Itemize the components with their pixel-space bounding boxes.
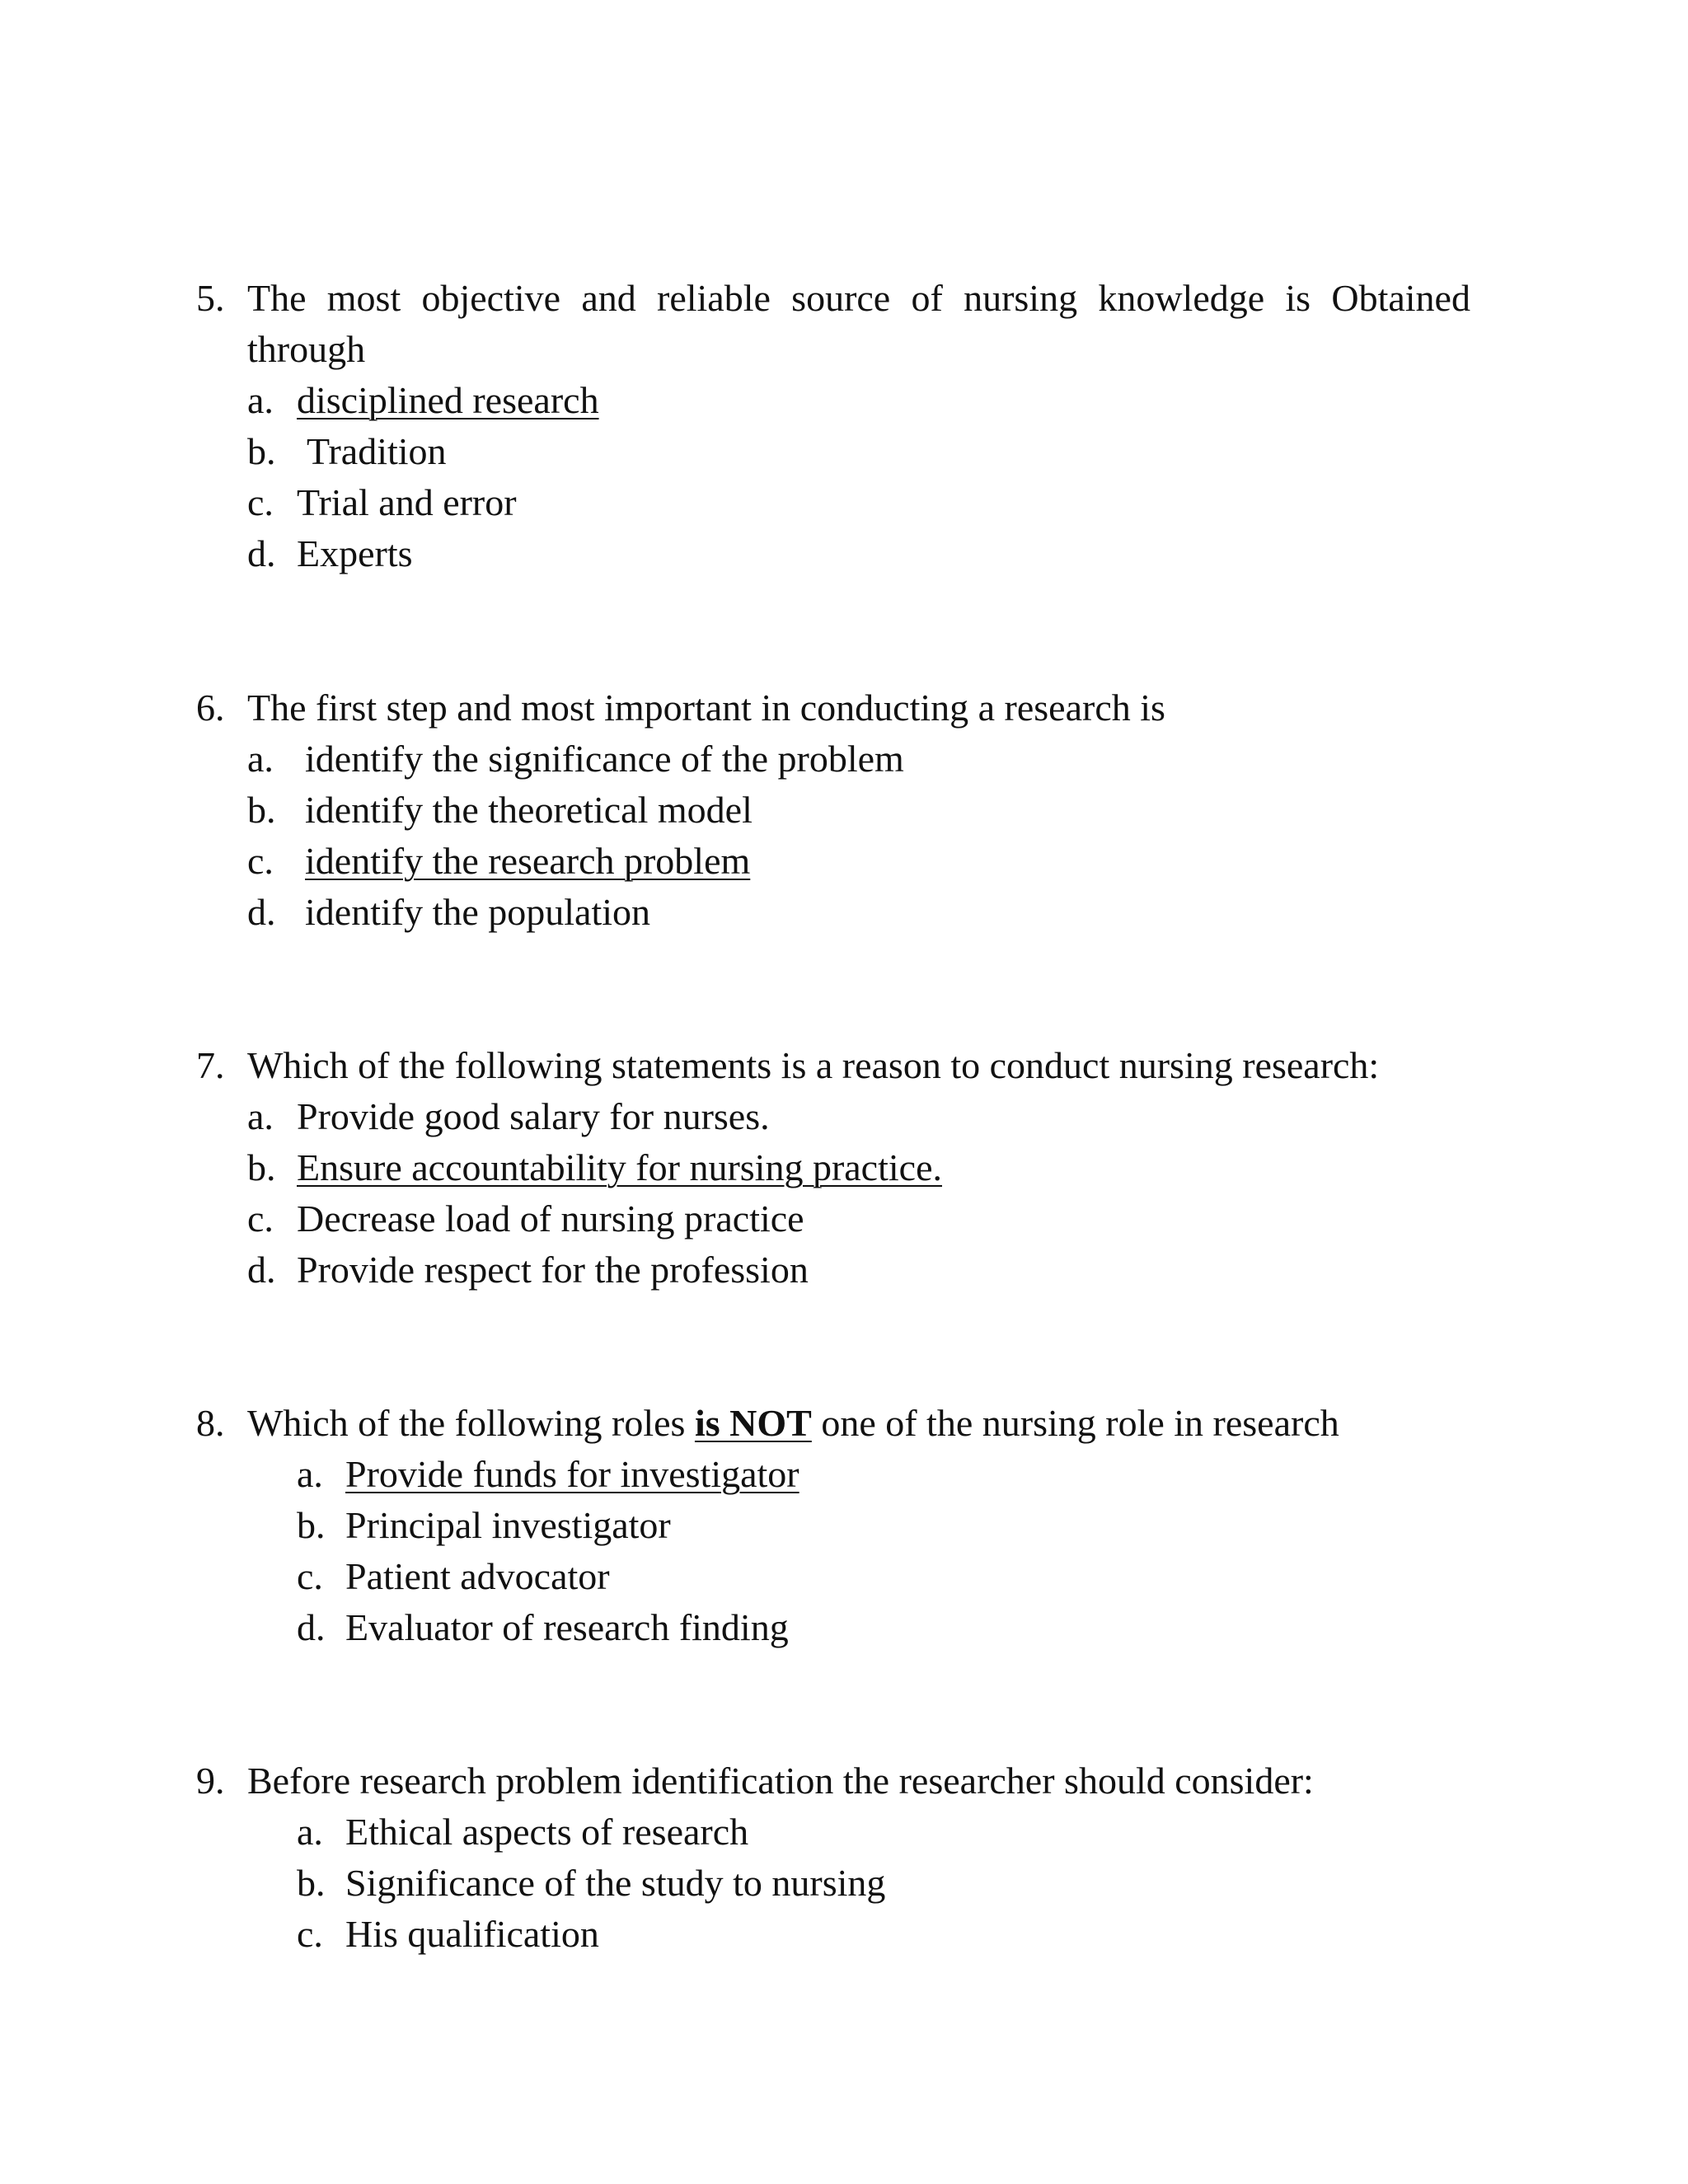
option-a bbox=[0, 733, 1688, 785]
option-b bbox=[0, 426, 1688, 477]
option-text-correct: Ensure accountability for nursing practice. bbox=[297, 1146, 942, 1188]
question-number: 9. bbox=[196, 1760, 225, 1802]
option-letter: b. bbox=[247, 430, 276, 472]
question-stem-text: Which of the following statements is a reason to conduct nursing research: bbox=[247, 1044, 1380, 1086]
question-stem-continuation: through bbox=[247, 328, 366, 370]
option-a bbox=[0, 375, 1688, 426]
option-letter: b. bbox=[297, 1862, 326, 1904]
question-8 bbox=[0, 1398, 1688, 1653]
option-letter: b. bbox=[247, 789, 276, 831]
option-letter: a. bbox=[297, 1811, 323, 1853]
option-a bbox=[0, 1091, 1688, 1142]
question-6 bbox=[0, 682, 1688, 938]
question-number: 6. bbox=[196, 687, 225, 729]
option-text-correct: disciplined research bbox=[297, 379, 599, 421]
option-b bbox=[0, 785, 1688, 836]
question-7 bbox=[0, 1040, 1688, 1296]
option-letter: a. bbox=[247, 1095, 274, 1137]
option-letter: a. bbox=[247, 379, 274, 421]
option-text: Tradition bbox=[307, 430, 447, 472]
option-letter: c. bbox=[247, 840, 274, 882]
option-text: Decrease load of nursing practice bbox=[297, 1197, 804, 1240]
option-letter: c. bbox=[297, 1555, 323, 1597]
question-stem-text: The first step and most important in conducting a research is bbox=[247, 687, 1165, 729]
question-number: 8. bbox=[196, 1402, 225, 1444]
question-9 bbox=[0, 1755, 1688, 1960]
option-text: identify the population bbox=[305, 891, 651, 933]
option-c bbox=[0, 1193, 1688, 1244]
option-text: Patient advocator bbox=[345, 1555, 610, 1597]
option-letter: a. bbox=[297, 1453, 323, 1495]
option-d bbox=[0, 1244, 1688, 1296]
option-text: Ethical aspects of research bbox=[345, 1811, 749, 1853]
question-stem-text: Which of the following roles is NOT one of the nursing role in research bbox=[247, 1402, 1339, 1444]
question-5 bbox=[0, 273, 1688, 579]
option-text: Principal investigator bbox=[345, 1504, 671, 1546]
question-stem-text: Before research problem identification the researcher should consider: bbox=[247, 1760, 1314, 1802]
emphasis-not: is NOT bbox=[694, 1402, 812, 1444]
option-d bbox=[0, 1602, 1688, 1653]
option-d bbox=[0, 528, 1688, 579]
option-text: Significance of the study to nursing bbox=[345, 1862, 886, 1904]
question-stem-justified: The most objective and reliable source of nursing knowledge is Obtained bbox=[247, 277, 1470, 319]
option-letter: a. bbox=[247, 738, 274, 780]
option-a bbox=[0, 1449, 1688, 1500]
option-text-correct: Provide funds for investigator bbox=[345, 1453, 799, 1495]
option-letter: d. bbox=[247, 891, 276, 933]
option-b bbox=[0, 1500, 1688, 1551]
question-number: 5. bbox=[196, 277, 225, 319]
option-text: His qualification bbox=[345, 1913, 599, 1955]
option-d bbox=[0, 887, 1688, 938]
option-text: Provide good salary for nurses. bbox=[297, 1095, 770, 1137]
option-letter: b. bbox=[297, 1504, 326, 1546]
question-stem bbox=[0, 273, 1688, 324]
option-text: Provide respect for the profession bbox=[297, 1249, 809, 1291]
option-text: Experts bbox=[297, 532, 413, 574]
option-b bbox=[0, 1142, 1688, 1193]
question-stem bbox=[0, 1040, 1688, 1091]
option-letter: c. bbox=[297, 1913, 323, 1955]
option-c bbox=[0, 836, 1688, 887]
option-letter: c. bbox=[247, 481, 274, 523]
option-text: Trial and error bbox=[297, 481, 517, 523]
option-c bbox=[0, 1551, 1688, 1602]
option-letter: b. bbox=[247, 1146, 276, 1188]
question-number: 7. bbox=[196, 1044, 225, 1086]
question-stem bbox=[0, 682, 1688, 733]
option-letter: d. bbox=[297, 1606, 326, 1648]
question-stem bbox=[0, 1755, 1688, 1807]
option-text: identify the significance of the problem bbox=[305, 738, 904, 780]
option-text: Evaluator of research finding bbox=[345, 1606, 789, 1648]
option-b bbox=[0, 1858, 1688, 1909]
option-c bbox=[0, 1909, 1688, 1960]
option-a bbox=[0, 1807, 1688, 1858]
option-text: identify the theoretical model bbox=[305, 789, 753, 831]
option-c bbox=[0, 477, 1688, 528]
option-text-correct: identify the research problem bbox=[305, 840, 751, 882]
question-stem bbox=[0, 1398, 1688, 1449]
option-letter: d. bbox=[247, 1249, 276, 1291]
option-letter: c. bbox=[247, 1197, 274, 1240]
option-letter: d. bbox=[247, 532, 276, 574]
